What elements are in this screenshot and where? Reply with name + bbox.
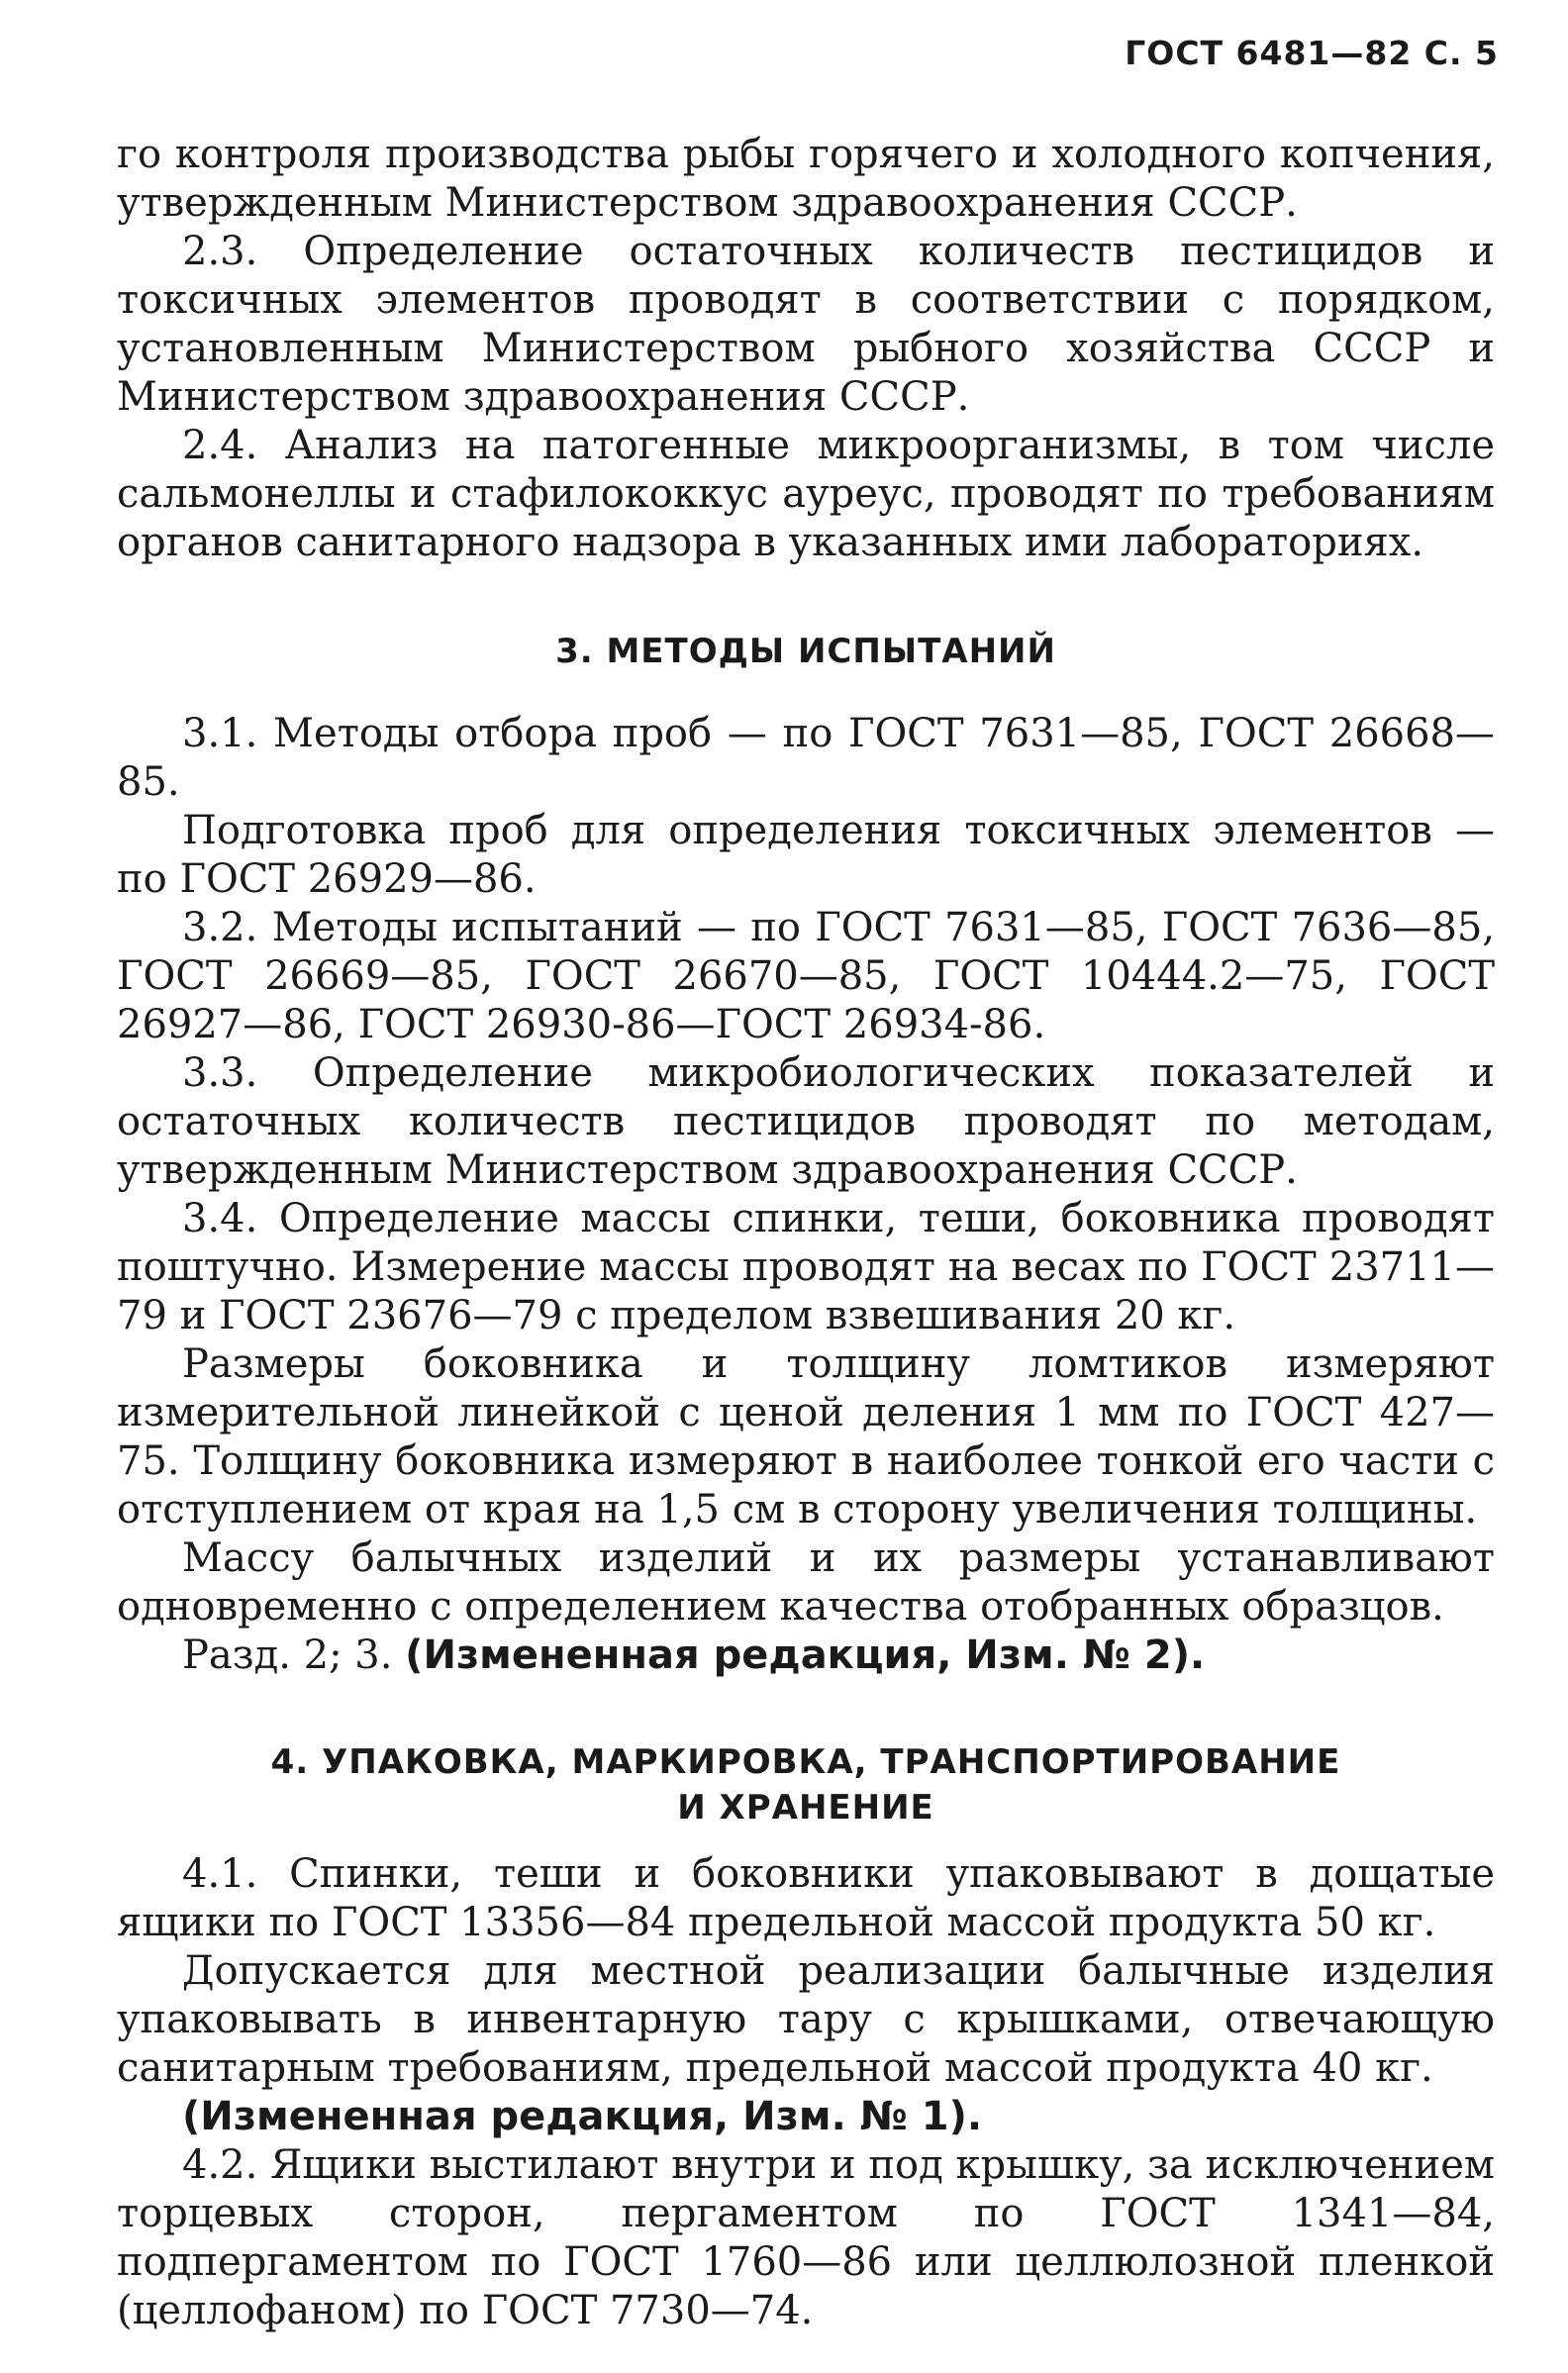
amendment-bold: (Измененная редакция, Изм. № 2).: [405, 1632, 1206, 1678]
paragraph-3-3: 3.3. Определение микробиологических показателей и остаточных количеств пестицидов проводят по методам, утвержденным Министерством здравоохранения СССР.: [117, 1050, 1495, 1193]
section-4-heading-line1: 4. УПАКОВКА, МАРКИРОВКА, ТРАНСПОРТИРОВАНИЕ: [270, 1742, 1341, 1782]
paragraph-4-1-local: Допускается для местной реализации балычные изделия упаковывать в инвентарную тару с крышками, отвечающую санитарным требованиям, предельной массой продукта 40 кг.: [117, 1948, 1495, 2091]
paragraph-continued: го контроля производства рыбы горячего и холодного копчения, утвержденным Министерством здравоохранения СССР.: [117, 132, 1495, 226]
amendment-bold: (Измененная редакция, Изм. № 1).: [182, 2094, 983, 2139]
paragraph-3-4: 3.4. Определение массы спинки, теши, боковника проводят поштучно. Измерение массы проводят на весах по ГОСТ 23711—79 и ГОСТ 23676—79 с пределом взвешивания 20 кг.: [117, 1196, 1495, 1338]
page-header: ГОСТ 6481—82 С. 5: [1125, 34, 1499, 72]
paragraph-3-1-prep: Подготовка проб для определения токсичных элементов — по ГОСТ 26929—86.: [117, 808, 1495, 902]
section-4-heading-line2: И ХРАНЕНИЕ: [677, 1788, 934, 1828]
paragraph-4-1: 4.1. Спинки, теши и боковники упаковывают в дощатые ящики по ГОСТ 13356—84 предельной массой продукта 50 кг.: [117, 1851, 1495, 1945]
section-3-heading: 3. МЕТОДЫ ИСПЫТАНИЙ: [555, 632, 1056, 671]
paragraph-4-2: 4.2. Ящики выстилают внутри и под крышку, за исключением торцевых сторон, пергаментом по ГОСТ 1341—84, подпергаментом по ГОСТ 1760—86 или целлюлозной пленкой (целлофаном) по ГОСТ 7730—74.: [117, 2142, 1495, 2333]
paragraph-3-4-mass: Массу балычных изделий и их размеры устанавливают одновременно с определением качества отобранных образцов.: [117, 1535, 1495, 1630]
paragraph-3-1: 3.1. Методы отбора проб — по ГОСТ 7631—85, ГОСТ 26668—85.: [117, 711, 1495, 805]
section-4-heading: [117, 1739, 1495, 1830]
amendment-note-2: [117, 1631, 1495, 1680]
amendment-note-1: [117, 2093, 1495, 2141]
amendment-prefix: Разд. 2; 3.: [182, 1632, 406, 1678]
paragraph-3-2: 3.2. Методы испытаний — по ГОСТ 7631—85, ГОСТ 7636—85, ГОСТ 26669—85, ГОСТ 26670—85, ГОСТ 10444.2—75, ГОСТ 26927—86, ГОСТ 26930-86—ГОСТ 26934-86.: [117, 905, 1495, 1047]
paragraph-3-4-sizes: Размеры боковника и толщину ломтиков измеряют измерительной линейкой с ценой деления 1 мм по ГОСТ 427—75. Толщину боковника измеряют в наиболее тонкой его части с отступлением от края на 1,5 см в сторону увеличения толщины.: [117, 1341, 1495, 1533]
page-content: [117, 131, 1495, 2335]
paragraph-2-4: 2.4. Анализ на патогенные микроорганизмы, в том числе сальмонеллы и стафилококкус ауреус, проводят по требованиям органов санитарного надзора в указанных ими лабораториях.: [117, 423, 1495, 565]
paragraph-2-3: 2.3. Определение остаточных количеств пестицидов и токсичных элементов проводят в соответствии с порядком, установленным Министерством рыбного хозяйства СССР и Министерством здравоохранения СССР.: [117, 229, 1495, 420]
